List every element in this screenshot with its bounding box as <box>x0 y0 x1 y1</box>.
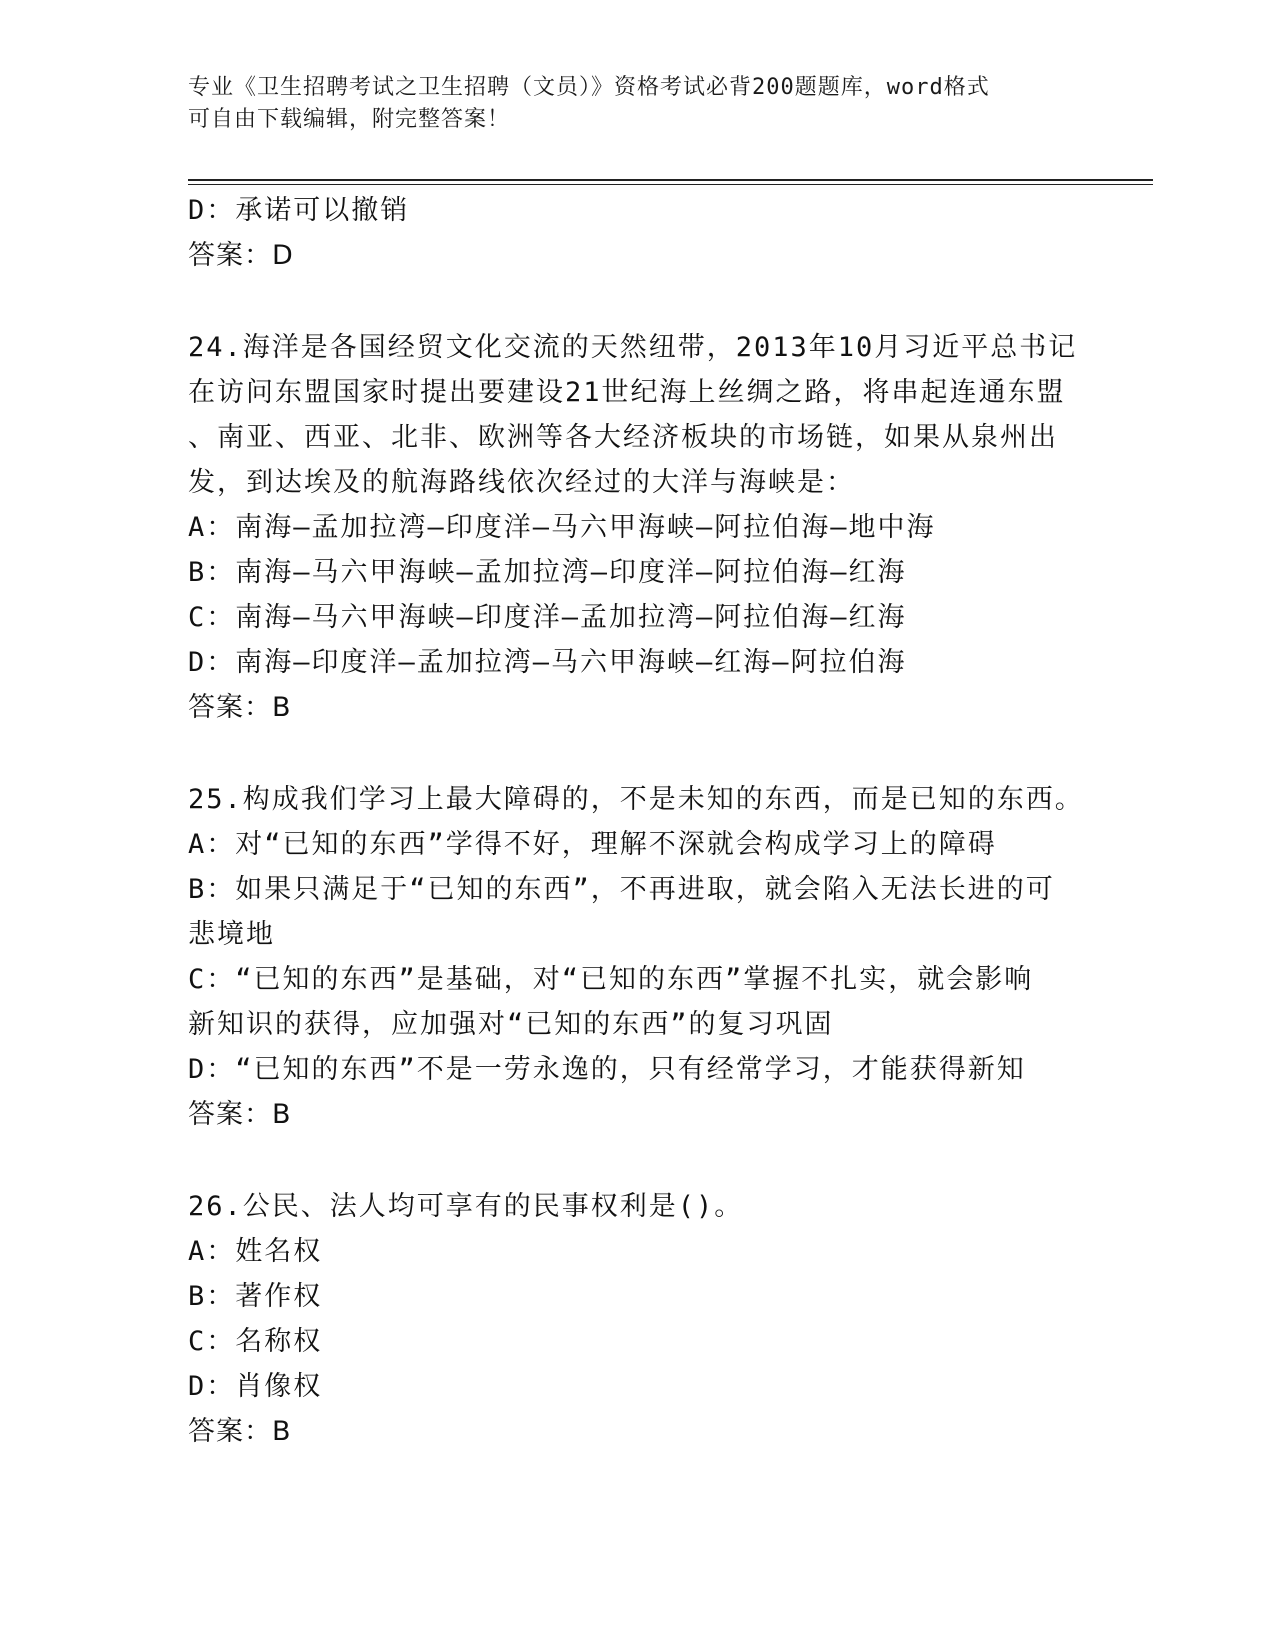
option-d: D：“已知的东西”不是一劳永逸的，只有经常学习，才能获得新知 <box>188 1054 1026 1085</box>
option-b-line-2: 悲境地 <box>188 919 275 950</box>
question-26 <box>188 1184 1153 1454</box>
question-stem-line: 24.海洋是各国经贸文化交流的天然纽带，2013年10月习近平总书记 <box>188 332 1078 363</box>
previous-question-tail <box>188 188 1153 278</box>
question-stem-line: 26.公民、法人均可享有的民事权利是()。 <box>188 1191 744 1222</box>
option-b-line-1: B：如果只满足于“已知的东西”，不再进取，就会陷入无法长进的可 <box>188 874 1055 905</box>
option-b: B：著作权 <box>188 1281 323 1312</box>
question-25 <box>188 777 1153 1137</box>
option-c-line-1: C：“已知的东西”是基础，对“已知的东西”掌握不扎实，就会影响 <box>188 964 1034 995</box>
document-header <box>188 72 1088 136</box>
option-d: D：南海—印度洋—孟加拉湾—马六甲海峡—红海—阿拉伯海 <box>188 647 907 678</box>
answer: 答案：B <box>188 1099 292 1130</box>
option-c-line-2: 新知识的获得，应加强对“已知的东西”的复习巩固 <box>188 1009 834 1040</box>
option-d: D：肖像权 <box>188 1371 323 1402</box>
header-divider <box>188 179 1153 181</box>
question-stem-line: 、南亚、西亚、北非、欧洲等各大经济板块的市场链，如果从泉州出 <box>188 422 1058 453</box>
header-line-2: 可自由下载编辑，附完整答案！ <box>188 107 511 132</box>
answer: 答案：D <box>188 240 294 271</box>
option-a: A：姓名权 <box>188 1236 323 1267</box>
option-c: C：名称权 <box>188 1326 323 1357</box>
question-24 <box>188 325 1153 730</box>
option-c: C：南海—马六甲海峡—印度洋—孟加拉湾—阿拉伯海—红海 <box>188 602 907 633</box>
question-content <box>188 188 1153 1454</box>
answer: 答案：B <box>188 1416 292 1447</box>
option-d: D：承诺可以撤销 <box>188 195 410 226</box>
header-line-1: 专业《卫生招聘考试之卫生招聘（文员）》资格考试必背200题题库，word格式 <box>188 75 990 100</box>
option-a: A：对“已知的东西”学得不好，理解不深就会构成学习上的障碍 <box>188 829 997 860</box>
header-divider-thin <box>188 184 1153 185</box>
option-a: A：南海—孟加拉湾—印度洋—马六甲海峡—阿拉伯海—地中海 <box>188 512 936 543</box>
question-stem-line: 发，到达埃及的航海路线依次经过的大洋与海峡是： <box>188 467 855 498</box>
answer: 答案：B <box>188 692 292 723</box>
question-stem-line: 25.构成我们学习上最大障碍的，不是未知的东西，而是已知的东西。 <box>188 784 1084 815</box>
option-b: B：南海—马六甲海峡—孟加拉湾—印度洋—阿拉伯海—红海 <box>188 557 907 588</box>
question-stem-line: 在访问东盟国家时提出要建设21世纪海上丝绸之路，将串起连通东盟 <box>188 377 1066 408</box>
